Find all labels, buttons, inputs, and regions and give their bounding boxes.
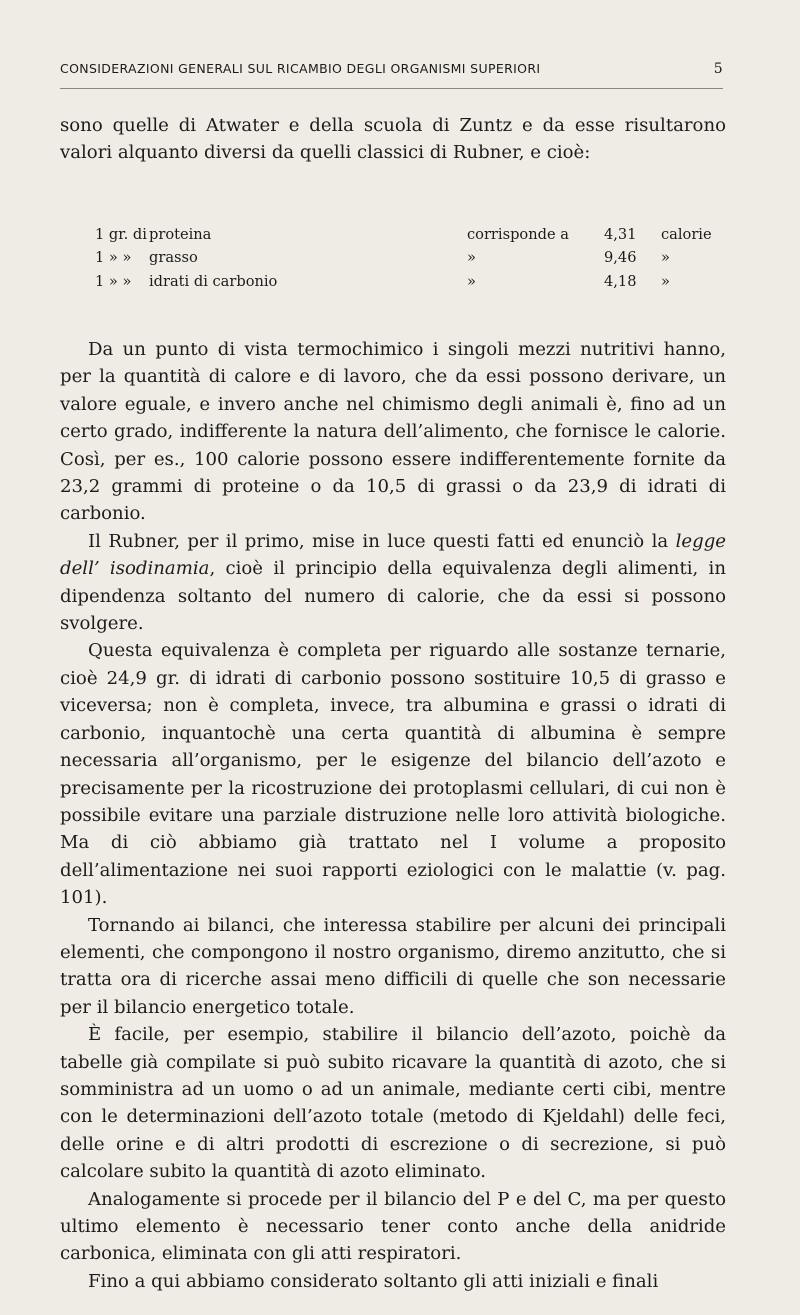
paragraph-balances: Tornando ai bilanci, che interessa stabilire per alcuni dei principali elementi, che compongono il nostro organismo, diremo anzitutto, che si tratta ora di ricerche assai meno difficili di quelle che son necessarie per il bilancio energetico totale. <box>60 914 726 1018</box>
page-number: 5 <box>713 61 723 77</box>
law-name: legge dell’ isodinamia <box>60 530 726 580</box>
row-unit: » <box>661 272 670 290</box>
row-substance: idrati di carbonio <box>149 272 278 290</box>
row-unit: » <box>661 249 670 267</box>
table-row <box>95 223 715 246</box>
calorie-table <box>95 223 715 293</box>
paragraph-text: Il Rubner, per il primo, mise in luce questi fatti ed enunciò la <box>88 530 676 552</box>
table-row <box>95 270 715 293</box>
row-unit: calorie <box>661 226 712 243</box>
row-quantity: 1 » » <box>95 249 132 267</box>
row-relation: » <box>467 249 476 267</box>
header-rule <box>60 88 723 89</box>
row-quantity: 1 gr. di <box>95 226 147 243</box>
paragraph-final: Fino a qui abbiamo considerato soltanto gli atti iniziali e finali <box>88 1270 659 1292</box>
paragraph-text: , cioè il principio della equivalenza degli alimenti, in dipendenza soltanto del numero di calorie, che da essi si possono svolgere. <box>60 558 727 635</box>
row-calorie-value: 4,18 <box>604 272 637 290</box>
running-head <box>60 61 723 83</box>
row-relation: corrisponde a <box>467 226 569 243</box>
paragraph-thermochemistry: Da un punto di vista termochimico i singoli mezzi nutritivi hanno, per la quantità di calore e di lavoro, che da essi possono derivare, un valore eguale, e invero anche nel chimismo degli animali è, fino ad un certo grado, indifferente la natura dell’alimento, che fornisce le calorie. Così, per es., 100 calorie possono essere indifferentemente fornite da 23,2 grammi di proteine o da 10,5 di grassi o da 23,9 di idrati di carbonio. <box>60 339 726 525</box>
row-substance: proteina <box>149 226 212 243</box>
main-text <box>60 336 726 1295</box>
running-title: CONSIDERAZIONI GENERALI SUL RICAMBIO DEGLI ORGANISMI SUPERIORI <box>60 61 541 76</box>
table-row <box>95 246 715 269</box>
intro-paragraph: sono quelle di Atwater e della scuola di Zuntz e da esse risultarono valori alquanto diversi da quelli classici di Rubner, e cioè: <box>60 115 726 164</box>
paragraph-equivalence: Questa equivalenza è completa per riguardo alle sostanze ternarie, cioè 24,9 gr. di idrati di carbonio possono sostituire 10,5 di grasso e viceversa; non è completa, invece, tra albumina e grassi o idrati di carbonio, inquantochè una certa quantità di albumina è sempre necessaria all’organismo, per le esigenze del bilancio dell’azoto e precisamente per la ricostruzione dei protoplasmi cellulari, di cui non è possibile evitare una parziale distruzione nelle loro attività biologiche. Ma di ciò abbiamo già trattato nel I volume a proposito dell’alimentazione nei suoi rapporti eziologici con le malattie (v. pag. 101). <box>60 640 726 909</box>
paragraph-phosphorus-carbon: Analogamente si procede per il bilancio del P e del C, ma per questo ultimo elemento è necessario tener conto anche della anidride carbonica, eliminata con gli atti respiratori. <box>60 1188 726 1265</box>
row-substance: grasso <box>149 249 198 267</box>
paragraph-nitrogen-balance: È facile, per esempio, stabilire il bilancio dell’azoto, poichè da tabelle già compilate si può subito ricavare la quantità di azoto, che si somministra ad un uomo o ad un animale, mediante certi cibi, mentre con le determinazioni dell’azoto totale (metodo di Kjeldahl) delle feci, delle orine e di altri prodotti di escrezione o di secrezione, si può calcolare subito la quantità di azoto eliminato. <box>60 1024 726 1183</box>
intro-block <box>60 112 726 167</box>
row-relation: » <box>467 272 476 290</box>
row-quantity: 1 » » <box>95 272 132 290</box>
row-calorie-value: 4,31 <box>604 226 637 243</box>
row-calorie-value: 9,46 <box>604 249 637 267</box>
paragraph-isodynamic-law <box>60 528 726 638</box>
